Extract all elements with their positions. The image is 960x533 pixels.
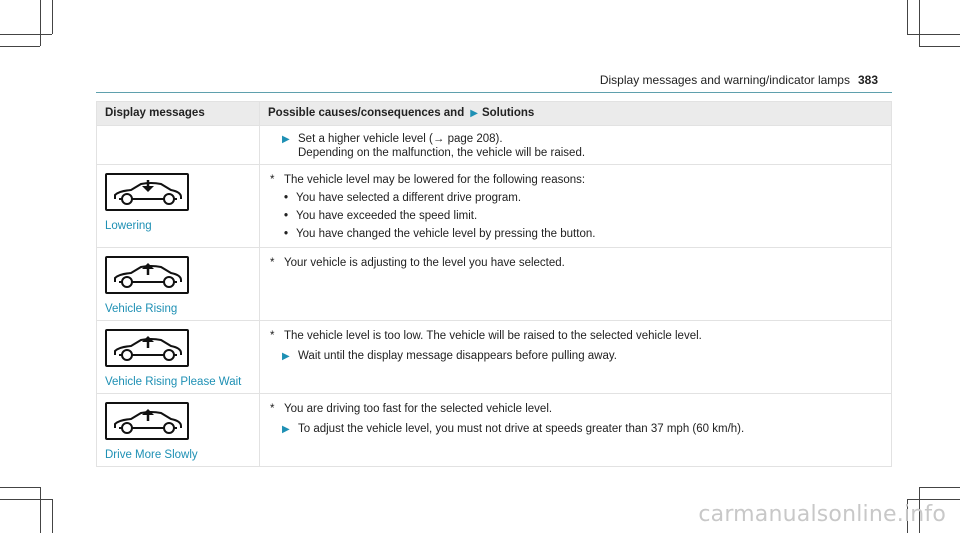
table-row [97, 394, 892, 467]
crop-mark [919, 0, 920, 46]
message-name: Vehicle Rising [105, 303, 178, 315]
table-row [97, 126, 892, 165]
running-header [600, 73, 878, 87]
solution-item [270, 349, 883, 363]
bullet-item: • You have changed the vehicle level by pressing the button. [284, 228, 596, 240]
page-number: 383 [857, 73, 878, 87]
crop-mark [907, 34, 960, 35]
causes-cell [260, 126, 892, 165]
table-row [97, 165, 892, 248]
col-display-messages: Display messages [97, 102, 260, 126]
solution-item [270, 422, 883, 436]
table-header-row [97, 102, 892, 126]
table-row [97, 248, 892, 321]
message-name: Lowering [105, 220, 152, 232]
solution-arrow-icon: ▶ [282, 424, 290, 435]
causes-cell [260, 248, 892, 321]
causes-cell [260, 165, 892, 248]
display-messages-table [96, 101, 892, 467]
crop-mark [919, 46, 960, 47]
solution-text: To adjust the vehicle level, you must not drive at speeds greater than 37 mph (60 km/h). [298, 423, 745, 435]
causes-cell [260, 321, 892, 394]
cause-item: * You are driving too fast for the selected vehicle level. [270, 403, 553, 415]
message-name: Drive More Slowly [105, 449, 198, 461]
crop-mark [0, 46, 40, 47]
col-causes-label: Possible causes/consequences and [268, 107, 465, 119]
cause-text: You are driving too fast for the selected vehicle level. [284, 403, 553, 415]
message-cell [97, 126, 260, 165]
section-title: Display messages and warning/indicator lamps [599, 73, 850, 87]
solution-arrow-icon: ▶ [282, 134, 290, 145]
crop-mark [0, 499, 52, 500]
crop-mark [0, 487, 40, 488]
message-cell [97, 248, 260, 321]
message-name: Vehicle Rising Please Wait [105, 376, 242, 388]
crop-mark [52, 0, 53, 34]
solution-text: Set a higher vehicle level (→ page 208). [298, 133, 503, 145]
crop-mark [919, 487, 960, 488]
cause-text: Your vehicle is adjusting to the level you have selected. [284, 257, 565, 269]
crop-mark [52, 499, 53, 533]
watermark: carmanualsonline.info [698, 502, 946, 527]
message-cell [97, 165, 260, 248]
col-solutions-label: Solutions [481, 107, 535, 119]
cause-item: * Your vehicle is adjusting to the level you have selected. [270, 257, 565, 269]
crop-mark [907, 0, 908, 34]
bullet-item: • You have exceeded the speed limit. [284, 210, 478, 222]
solutions-arrow-icon: ▶ [470, 108, 478, 119]
cause-item: * The vehicle level may be lowered for the following reasons: [270, 174, 586, 186]
col-causes-solutions [260, 102, 892, 126]
car-rising-icon [105, 256, 189, 294]
crop-mark [40, 487, 41, 533]
solution-item [270, 132, 883, 160]
table-row [97, 321, 892, 394]
car-rising-icon [105, 329, 189, 367]
crop-mark [40, 0, 41, 46]
cause-text: The vehicle level may be lowered for the following reasons: [284, 174, 586, 186]
crop-mark [0, 34, 52, 35]
solution-text: Depending on the malfunction, the vehicle will be raised. [298, 147, 586, 159]
crop-mark [907, 499, 960, 500]
causes-cell [260, 394, 892, 467]
message-cell [97, 321, 260, 394]
car-lowering-icon [105, 173, 189, 211]
bullet-item: • You have selected a different drive program. [284, 192, 522, 204]
header-rule [96, 92, 892, 93]
message-cell [97, 394, 260, 467]
solution-text: Wait until the display message disappears before pulling away. [298, 350, 617, 362]
cause-text: The vehicle level is too low. The vehicle will be raised to the selected vehicle level. [284, 330, 702, 342]
car-rising-icon [105, 402, 189, 440]
solution-arrow-icon: ▶ [282, 351, 290, 362]
cause-item: * The vehicle level is too low. The vehicle will be raised to the selected vehicle level. [270, 330, 702, 342]
